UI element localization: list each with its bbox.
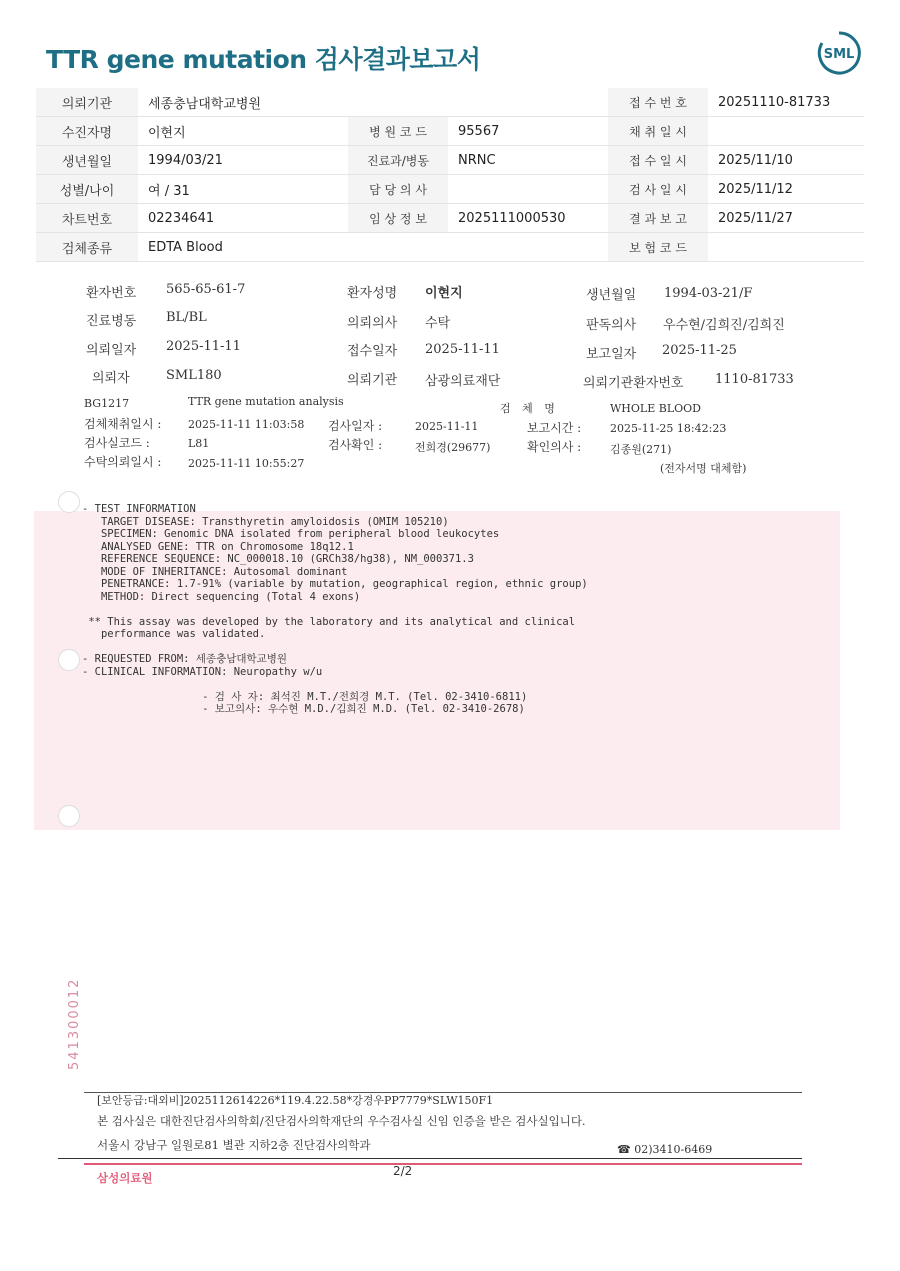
rep-date-value: 2025-11-25	[662, 343, 737, 358]
test-info-line: - CLINICAL INFORMATION: Neuropathy w/u	[82, 665, 323, 678]
test-info-line: - 보고의사: 우수현 M.D./김희진 M.D. (Tel. 02-3410-2678)	[82, 703, 525, 715]
receipt-no-label: 접 수 번 호	[608, 88, 708, 117]
esign-note: (전자서명 대체함)	[660, 462, 747, 475]
inst-pt-no-label: 의뢰기관환자번호	[583, 376, 684, 391]
footer-divider	[58, 1158, 802, 1159]
sex-age-label: 성별/나이	[36, 175, 138, 204]
consign-value: 2025-11-11 10:55:27	[188, 457, 305, 470]
chart-value: 02234641	[138, 204, 348, 233]
room-label: 검사실코드 :	[84, 436, 150, 450]
punch-hole	[58, 649, 80, 671]
insurance-label: 보 험 코 드	[608, 233, 708, 262]
req-date-value: 2025-11-11	[166, 339, 241, 354]
dob-value: 1994/03/21	[138, 146, 348, 175]
header-table	[36, 88, 864, 262]
vertical-barcode-number	[58, 970, 86, 1070]
collect-date-label: 채 취 일 시	[608, 117, 708, 146]
sml-logo	[816, 30, 862, 76]
test-date-value: 2025/11/12	[708, 175, 864, 204]
specimen-label: 검체종류	[36, 233, 138, 262]
collect-value: 2025-11-11 11:03:58	[188, 418, 305, 431]
req-inst-value: 삼광의료재단	[425, 374, 501, 389]
phone-text: ☎ 02)3410-6469	[617, 1143, 713, 1156]
page-number: 2/2	[393, 1164, 413, 1178]
collect-label: 검체채취일시 :	[84, 417, 162, 431]
rep-date-label: 보고일자	[586, 347, 637, 362]
specimen-value: EDTA Blood	[138, 233, 608, 262]
logo-text: SML	[823, 47, 855, 62]
security-line: [보안등급:대외비]2025112614226*119.4.22.58*강경우PP7779*SLW150F1	[97, 1094, 494, 1107]
punch-hole	[58, 805, 80, 827]
pt-no-label: 환자번호	[86, 286, 137, 301]
consign-label: 수탁의뢰일시 :	[84, 455, 162, 469]
collect-date-value	[708, 117, 864, 146]
test-info-line: ** This assay was developed by the laboratory and its analytical and clinical	[82, 615, 576, 628]
test-info-line: - 검 사 자: 최석진 M.T./전희경 M.T. (Tel. 02-3410-6811)	[82, 690, 528, 703]
test-info-line	[82, 678, 588, 691]
address-text: 서울시 강남구 일원로81 별관 지하2층 진단검사의학과	[97, 1138, 371, 1152]
clinical-value: 2025111000530	[448, 204, 608, 233]
test-info-line: TARGET DISEASE: Transthyretin amyloidosis (OMIM 105210)	[82, 515, 449, 528]
receipt-date-label: 접 수 일 시	[608, 146, 708, 175]
receipt-no-value: 20251110-81733	[708, 88, 864, 117]
certification-text: 본 검사실은 대한진단검사의학회/진단검사의학재단의 우수검사실 신임 인증을 받은 검사실입니다.	[97, 1114, 586, 1128]
test-info-line: performance was validated.	[82, 628, 266, 640]
test-name: TTR gene mutation analysis	[188, 395, 344, 408]
pt-dob-label: 생년월일	[586, 288, 637, 303]
test-code: BG1217	[84, 397, 130, 410]
test-info-line: METHOD: Direct sequencing (Total 4 exons)	[82, 590, 361, 603]
punch-hole	[58, 491, 80, 513]
conf-doc-value: 김종원(271)	[610, 443, 672, 456]
requester-label: 의뢰자	[92, 371, 130, 386]
reptime-label: 보고시간 :	[527, 421, 582, 435]
conf-doc-label: 확인의사 :	[527, 440, 582, 454]
test-info-line: - REQUESTED FROM: 세종충남대학교병원	[82, 653, 288, 665]
receipt-date-value: 2025/11/10	[708, 146, 864, 175]
patient-label: 수진자명	[36, 117, 138, 146]
test-info-line: REFERENCE SEQUENCE: NC_000018.10 (GRCh38/hg38), NM_000371.3	[82, 553, 474, 565]
institution-value: 세종충남대학교병원	[138, 88, 608, 117]
test-info-line	[82, 641, 588, 654]
specimen-name-label: 검 체 명	[500, 402, 559, 415]
rec-date-value: 2025-11-11	[425, 342, 500, 357]
chart-label: 차트번호	[36, 204, 138, 233]
sex-age-value: 여 / 31	[138, 175, 348, 204]
footer-accent-line	[84, 1163, 802, 1165]
hospital-code-value: 95567	[448, 117, 608, 146]
clinical-label: 임 상 정 보	[348, 204, 448, 233]
doctor-value	[448, 175, 608, 204]
inst-pt-no-value: 1110-81733	[715, 372, 794, 387]
room-value: L81	[188, 437, 210, 450]
page-title: TTR gene mutation 검사결과보고서	[46, 45, 481, 74]
ref-doc-label: 의뢰의사	[347, 316, 398, 331]
hospital-code-label: 병 원 코 드	[348, 117, 448, 146]
requester-value: SML180	[166, 368, 222, 383]
test-info-line	[82, 603, 588, 616]
dob-label: 생년월일	[36, 146, 138, 175]
ref-doc-value: 수탁	[425, 316, 451, 331]
confirm-value: 전희경(29677)	[415, 441, 491, 454]
patient-value: 이현지	[138, 117, 348, 146]
test-information	[82, 503, 588, 716]
rec-date-label: 접수일자	[347, 344, 398, 359]
test-info-line: - TEST INFORMATION	[82, 503, 196, 515]
insurance-value	[708, 233, 864, 262]
testdate-label: 검사일자 :	[328, 419, 383, 433]
test-info-line: ANALYSED GENE: TTR on Chromosome 18q12.1	[82, 540, 354, 553]
doctor-label: 담 당 의 사	[348, 175, 448, 204]
report-value: 2025/11/27	[708, 204, 864, 233]
req-inst-label: 의뢰기관	[347, 373, 398, 388]
pt-dob-value: 1994-03-21/F	[664, 286, 753, 301]
test-info-line: MODE OF INHERITANCE: Autosomal dominant	[82, 565, 348, 578]
test-info-line: PENETRANCE: 1.7-91% (variable by mutation, geographical region, ethnic group)	[82, 578, 588, 590]
confirm-label: 검사확인 :	[328, 438, 383, 452]
pt-name-label: 환자성명	[347, 286, 398, 301]
test-date-label: 검 사 일 시	[608, 175, 708, 204]
pt-name-value: 이현지	[425, 286, 463, 301]
hospital-logo-text: 삼성의료원	[97, 1171, 153, 1185]
specimen-name-value: WHOLE BLOOD	[610, 402, 701, 415]
ward-value: BL/BL	[166, 310, 207, 325]
ward-label: 진료병동	[86, 314, 137, 329]
testdate-value: 2025-11-11	[415, 420, 479, 433]
read-doc-value: 우수현/김희진/김희진	[663, 318, 785, 333]
barcode-number: 541300012	[67, 977, 82, 1070]
read-doc-label: 판독의사	[586, 318, 637, 333]
dept-label: 진료과/병동	[348, 146, 448, 175]
req-date-label: 의뢰일자	[86, 343, 137, 358]
report-label: 결 과 보 고	[608, 204, 708, 233]
reptime-value: 2025-11-25 18:42:23	[610, 422, 727, 435]
institution-label: 의뢰기관	[36, 88, 138, 117]
pt-no-value: 565-65-61-7	[166, 282, 246, 297]
dept-value: NRNC	[448, 146, 608, 175]
test-info-line: SPECIMEN: Genomic DNA isolated from peripheral blood leukocytes	[82, 528, 500, 540]
